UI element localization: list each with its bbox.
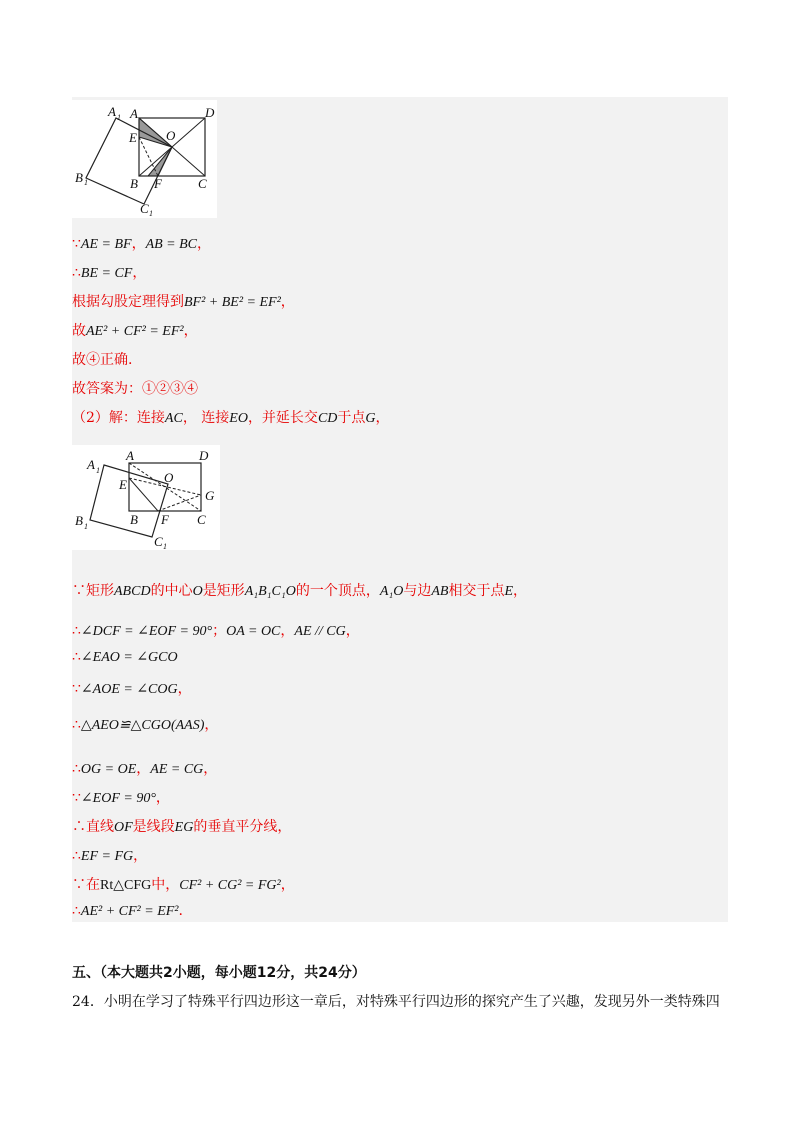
text: 与边 [403,583,432,599]
answer-text: 故答案为：①②③④ [72,381,198,397]
label-c: C [197,512,206,527]
solution-line-18 [72,903,183,920]
label-b1-sub: 1 [84,178,88,187]
text: 的中心 [150,583,193,599]
label-b: B [130,512,138,527]
figure-2-diagram [72,445,220,550]
punct: ， [132,265,147,281]
solution-line-1 [72,233,211,253]
text: 直线 [86,819,114,835]
because-symbol: ∵ [72,583,86,599]
text: 故④正确. [72,352,133,368]
punct: ， [155,790,170,806]
math-expr: OG = OE [80,762,137,777]
number: 2 [163,965,173,981]
math-expr: AE² + CF² = EF² [80,904,179,919]
label-c1: C [154,534,163,549]
number: 24 [318,965,338,981]
label-c: C [198,176,207,191]
solution-line-8 [72,580,527,600]
because-symbol: ∵ [72,681,81,697]
solution-line-6 [72,378,198,398]
punct: ， [280,294,295,310]
text: 矩形 [86,583,114,599]
math-expr: △AEO≌△CGO(AAS) [80,718,205,733]
figure-1 [72,100,217,218]
text: 于点 [337,410,366,426]
punct: ， [183,323,198,339]
text: 是矩形 [202,583,245,599]
math-expr: AE // CG [294,624,346,639]
math-expr: AC [164,411,183,426]
label-c1: C [140,201,149,216]
math-expr: AB [431,584,449,599]
solution-line-16 [72,845,147,865]
label-a1: A [87,457,95,472]
solution-line-3 [72,291,295,311]
math-expr: AB = BC [145,237,198,252]
math-expr: A₁B₁C₁O [244,584,296,599]
math-expr: ∠DCF = ∠EOF = 90° [80,624,213,639]
math-expr: O [192,584,203,599]
math-expr: BE = CF [80,266,133,281]
math-expr: AE² + CF² = EF² [86,324,184,339]
text: 在 [86,877,100,893]
punct: ， [177,681,192,697]
math-expr: Rt△CFG [100,878,152,893]
separator: ， [131,236,146,252]
label-a1-sub: 1 [117,113,121,122]
math-expr: AE = BF [80,237,132,252]
problem-24-text: 24．小明在学习了特殊平行四边形这一章后，对特殊平行四边形的探究产生了兴趣，发现另外一类特殊四 [72,994,720,1010]
math-expr: OF [114,820,133,835]
text: 小题，每小题 [172,965,257,981]
solution-line-2 [72,262,146,282]
figure-1-diagram [72,100,217,218]
solution-line-10 [72,649,178,666]
label-a: A [130,106,138,121]
label-c1-sub: 1 [163,542,167,550]
solution-line-9 [72,620,360,640]
therefore-symbol: ∴ [72,649,81,665]
punct: ， [280,877,295,893]
solution-line-11 [72,678,192,698]
solution-line-14 [72,787,170,807]
math-expr: CD [317,411,338,426]
separator: ， [136,761,151,777]
because-symbol: ∵ [72,236,81,252]
label-d: D [199,448,209,463]
solution-line-13 [72,758,217,778]
math-expr: G [365,411,376,426]
solution-line-5 [72,349,132,369]
label-f: F [161,512,169,527]
math-expr: OA = OC [226,624,281,639]
therefore-symbol: ∴ [72,819,86,835]
because-symbol: ∵ [72,790,81,806]
label-b1-sub: 1 [84,522,88,531]
punct: ， [345,623,360,639]
text: 根据勾股定理得到 [72,294,184,310]
separator: ； [212,623,227,639]
math-expr: EF = FG [80,849,134,864]
figure-2 [72,445,220,550]
label-b1: B [75,513,83,528]
therefore-symbol: ∴ [72,265,81,281]
solution-line-4 [72,320,198,340]
math-expr: E [504,584,514,599]
label-o: O [166,128,176,143]
section-heading [72,962,366,982]
text: 中， [151,877,180,893]
label-e: E [119,477,127,492]
because-symbol: ∵ [72,877,86,893]
punct: ， [203,761,218,777]
solution-line-12 [72,714,218,734]
text: ，并延长交 [247,410,318,426]
label-a1-sub: 1 [96,466,100,475]
therefore-symbol: ∴ [72,848,81,864]
label-b1: B [75,170,83,185]
number: 12 [256,965,277,981]
text: 的垂直平分线 [193,819,278,835]
solution-line-17 [72,874,295,894]
label-d: D [205,105,215,120]
math-expr: ∠EAO = ∠GCO [80,650,178,665]
therefore-symbol: ∴ [72,717,81,733]
label-b: B [130,176,138,191]
segment-ef [129,478,158,511]
label-o: O [164,470,174,485]
punct: ， [133,848,148,864]
math-expr: ∠AOE = ∠COG [80,682,178,697]
punct: . [178,903,183,919]
text: （2）解：连接 [72,410,165,426]
math-expr: ABCD [114,584,151,599]
text: 故 [72,323,86,339]
therefore-symbol: ∴ [72,903,81,919]
math-expr: ∠EOF = 90° [80,791,156,806]
punct: ， [204,717,219,733]
math-expr: EO [229,411,248,426]
math-expr: A₁O [379,584,404,599]
punct: ， [375,410,390,426]
math-expr: CF² + CG² = FG² [179,878,281,893]
dashed-ef [139,137,158,176]
label-c1-sub: 1 [149,209,153,218]
label-e: E [129,130,137,145]
math-expr: EG [174,820,194,835]
punct: ， [197,236,212,252]
label-g: G [205,488,215,503]
label-a: A [126,448,134,463]
text: 相交于点 [448,583,505,599]
separator: ， [280,623,295,639]
text: 分） [337,965,366,981]
text: 分，共 [276,965,319,981]
solution-line-15 [72,816,291,836]
punct: ， [513,583,528,599]
solution-line-7 [72,407,390,427]
therefore-symbol: ∴ [72,761,81,777]
math-expr: AE = CG [150,762,204,777]
text: 五、（本大题共 [72,965,163,981]
label-a1: A [108,104,116,119]
text: 的一个顶点， [295,583,380,599]
text: 是线段 [132,819,175,835]
label-f: F [154,176,162,191]
math-expr: BF² + BE² = EF² [184,295,281,310]
therefore-symbol: ∴ [72,623,81,639]
punct: ， [277,819,292,835]
text: ， 连接 [182,410,230,426]
